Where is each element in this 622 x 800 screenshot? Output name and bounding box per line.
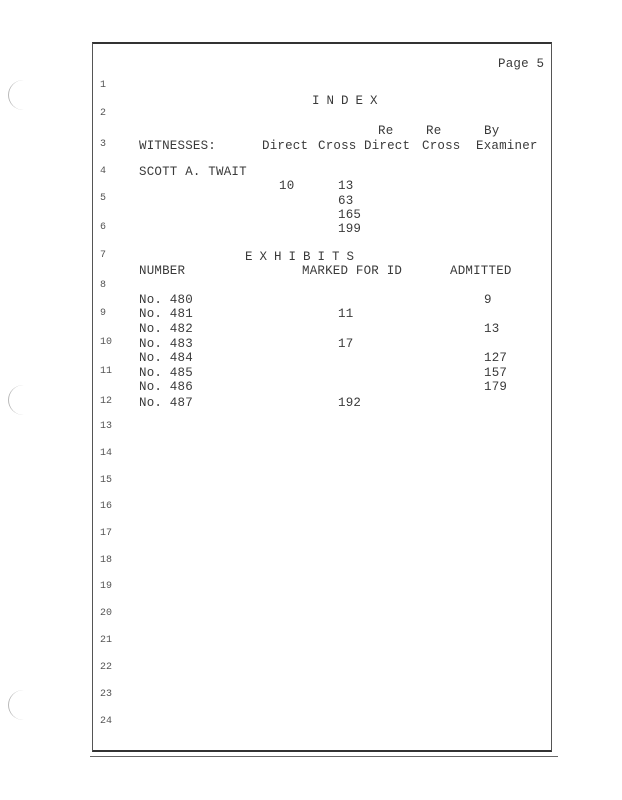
line-number: 17	[100, 528, 113, 539]
line-number: 21	[100, 635, 113, 646]
line-number: 13	[100, 421, 113, 432]
exhibit-header-number: NUMBER	[139, 264, 186, 278]
header-redirect: Direct	[364, 139, 411, 153]
line-number: 12	[100, 396, 113, 407]
line-number: 11	[100, 366, 113, 377]
line-number: 24	[100, 716, 113, 727]
binder-hole-bottom	[8, 690, 39, 720]
exhibit-admitted: 9	[484, 293, 492, 307]
witness-name: SCOTT A. TWAIT	[139, 165, 247, 179]
header-direct: Direct	[262, 139, 309, 153]
exhibit-number: No. 486	[139, 380, 193, 394]
line-number: 3	[100, 139, 107, 150]
exhibit-number: No. 480	[139, 293, 193, 307]
exhibit-number: No. 487	[139, 396, 193, 410]
binder-hole-middle	[8, 385, 39, 415]
exhibit-header-marked: MARKED FOR ID	[302, 264, 403, 278]
line-number: 5	[100, 193, 107, 204]
line-number: 18	[100, 555, 113, 566]
witness-cross-page: 165	[338, 208, 362, 222]
exhibit-admitted: 179	[484, 380, 508, 394]
line-number: 10	[100, 337, 113, 348]
exhibit-number: No. 482	[139, 322, 193, 336]
line-number: 7	[100, 250, 107, 261]
exhibit-number: No. 484	[139, 351, 193, 365]
line-number: 19	[100, 581, 113, 592]
exhibits-title: EXHIBITS	[245, 250, 362, 264]
binder-hole-top	[8, 80, 39, 110]
header-recross: Cross	[422, 139, 461, 153]
page-bottom-rule	[90, 756, 558, 757]
line-number: 1	[100, 80, 107, 91]
exhibit-marked: 11	[338, 307, 354, 321]
line-number: 22	[100, 662, 113, 673]
exhibit-marked: 17	[338, 337, 354, 351]
header-witnesses: WITNESSES:	[139, 139, 217, 153]
line-number: 20	[100, 608, 113, 619]
exhibit-admitted: 13	[484, 322, 500, 336]
line-number: 6	[100, 222, 107, 233]
witness-cross-page: 13	[338, 179, 354, 193]
exhibit-header-admitted: ADMITTED	[450, 264, 512, 278]
exhibit-number: No. 483	[139, 337, 193, 351]
line-number: 8	[100, 280, 107, 291]
header-cross: Cross	[318, 139, 357, 153]
exhibit-number: No. 485	[139, 366, 193, 380]
index-title: INDEX	[312, 94, 385, 108]
header-re-1: Re	[378, 124, 394, 138]
header-by: By	[484, 124, 500, 138]
line-number: 2	[100, 108, 107, 119]
header-re-2: Re	[426, 124, 442, 138]
exhibit-marked: 192	[338, 396, 362, 410]
line-number: 15	[100, 475, 113, 486]
header-examiner: Examiner	[476, 139, 538, 153]
line-number: 9	[100, 308, 107, 319]
exhibit-admitted: 127	[484, 351, 508, 365]
exhibit-admitted: 157	[484, 366, 508, 380]
witness-cross-page: 199	[338, 222, 362, 236]
line-number: 16	[100, 501, 113, 512]
line-number: 14	[100, 448, 113, 459]
exhibit-number: No. 481	[139, 307, 193, 321]
witness-cross-page: 63	[338, 194, 354, 208]
line-number: 23	[100, 689, 113, 700]
line-number: 4	[100, 166, 107, 177]
page-number: Page 5	[498, 57, 545, 71]
witness-direct-page: 10	[279, 179, 295, 193]
